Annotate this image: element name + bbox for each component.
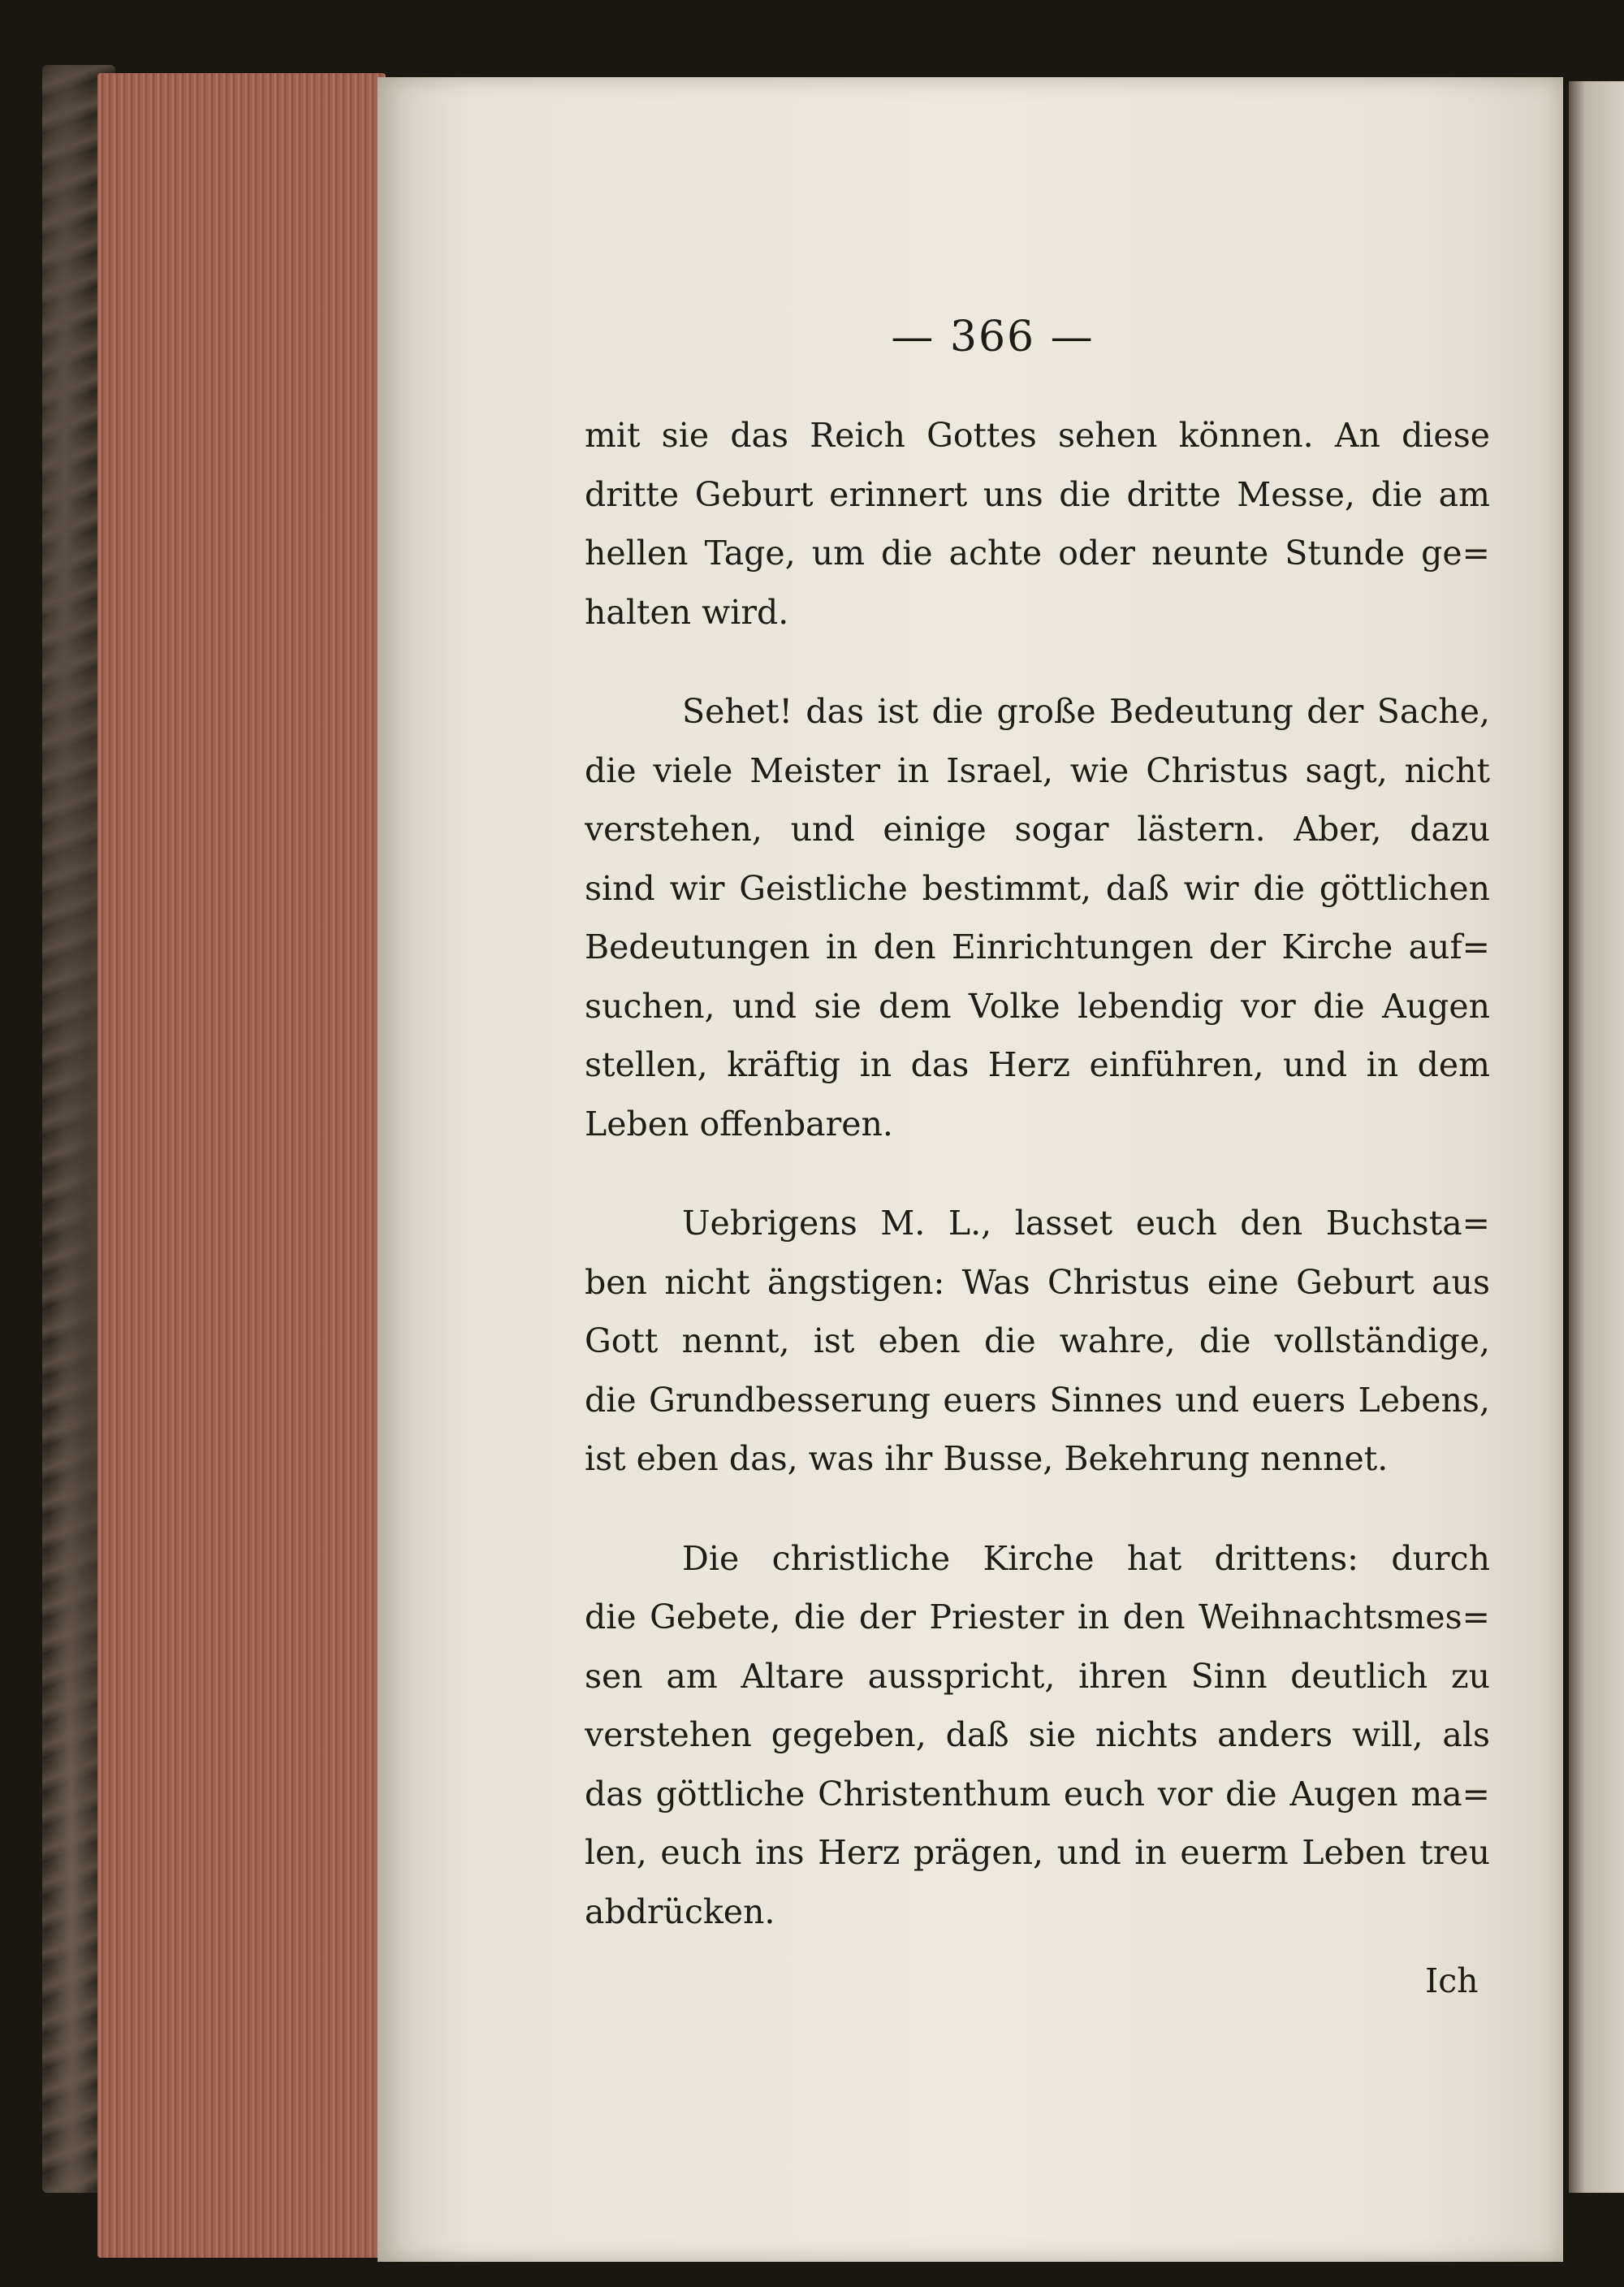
text-line: verstehen gegeben, daß sie nichts anders will, als [585,1715,1490,1754]
paragraph [585,1194,1490,1489]
text-line: sen am Altare ausspricht, ihren Sinn deutlich zu [585,1656,1490,1696]
text-line: abdrücken. [585,1891,775,1931]
text-line: die viele Meister in Israel, wie Christus sagt, nicht [585,750,1490,790]
facing-page [1569,81,1624,2193]
text-line: das göttliche Christenthum euch vor die Augen ma= [585,1774,1490,1814]
paragraph-gap [585,1489,1490,1529]
paragraph-gap [585,1153,1490,1194]
paragraph [585,406,1490,642]
text-line: mit sie das Reich Gottes sehen können. An diese [585,416,1490,455]
text-line: Uebrigens M. L., lasset euch den Buchsta= [682,1204,1490,1243]
book-page [378,77,1563,2262]
text-line: sind wir Geistliche bestimmt, daß wir die göttlichen [585,868,1490,908]
catchword: Ich [1425,1961,1479,2000]
text-line: die Grundbesserung euers Sinnes und euers Lebens, [585,1380,1490,1420]
text-line: Leben offenbaren. [585,1104,893,1144]
text-line: ben nicht ängstigen: Was Christus eine Geburt aus [585,1262,1490,1302]
text-line: die Gebete, die der Priester in den Weihnachtsmes= [585,1597,1490,1636]
paragraph [585,1529,1490,1942]
text-line: verstehen, und einige sogar lästern. Aber, dazu [585,810,1490,849]
paragraph-gap [585,642,1490,682]
text-line: Gott nennt, ist eben die wahre, die vollständige, [585,1321,1490,1360]
text-line: len, euch ins Herz prägen, und in euerm Leben treu [585,1833,1490,1872]
text-line: Die christliche Kirche hat drittens: durch [682,1538,1490,1578]
page-number: — 366 — [891,313,1095,361]
text-line: Bedeutungen in den Einrichtungen der Kirche auf= [585,927,1490,966]
page-edges [97,73,386,2258]
text-line: Sehet! das ist die große Bedeutung der Sache, [682,692,1490,731]
text-line: halten wird. [585,592,789,632]
page-text [585,406,1490,1941]
text-line: ist eben das, was ihr Busse, Bekehrung nennet. [585,1439,1389,1478]
text-line: dritte Geburt erinnert uns die dritte Messe, die am [585,474,1490,514]
text-line: suchen, und sie dem Volke lebendig vor die Augen [585,986,1490,1026]
text-line: stellen, kräftig in das Herz einführen, und in dem [585,1045,1490,1084]
paragraph [585,682,1490,1153]
text-line: hellen Tage, um die achte oder neunte Stunde ge= [585,534,1490,573]
